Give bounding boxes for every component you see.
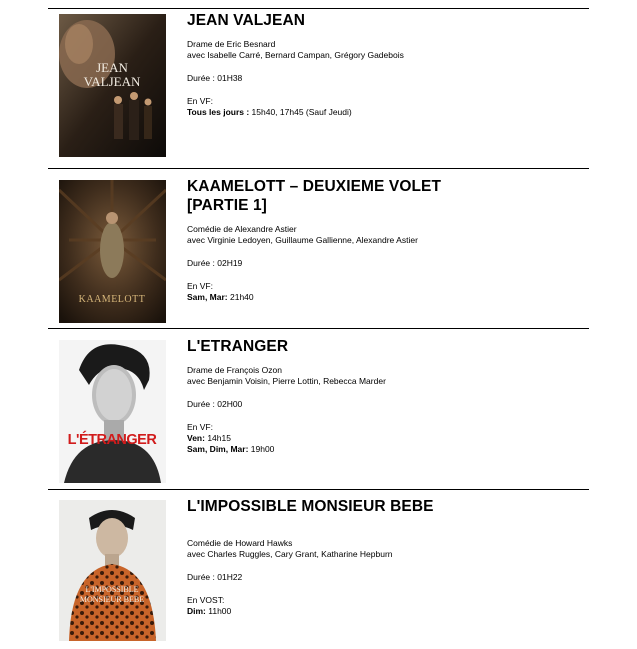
film-duration: Durée : 02H19 [187,258,243,268]
film-showtime [187,606,497,617]
film-poster-kaamelott[interactable] [59,180,166,323]
film-title[interactable]: KAAMELOTT – DEUXIEME VOLET [PARTIE 1] [187,178,442,214]
film-info-l-etranger [187,337,497,455]
showtime-days: Tous les jours : [187,107,250,117]
film-title[interactable]: L'ETRANGER [187,338,289,355]
film-version: En VF: [187,96,213,106]
separator-top [48,8,589,9]
film-cast: avec Isabelle Carré, Bernard Campan, Grégory Gadebois [187,50,404,60]
svg-text:L'ÉTRANGER: L'ÉTRANGER [67,432,157,448]
film-showtime [187,292,497,303]
film-genre-director: Drame de Eric Besnard [187,39,276,49]
svg-text:KAAMELOTT: KAAMELOTT [78,294,146,305]
showtime-times: 14h15 [204,433,231,443]
film-cast: avec Benjamin Voisin, Pierre Lottin, Rebecca Marder [187,376,386,386]
film-poster-jean-valjean[interactable] [59,14,166,157]
film-info-kaamelott [187,177,497,303]
showtime-days: Sam, Dim, Mar: [187,444,249,454]
film-title[interactable]: L'IMPOSSIBLE MONSIEUR BEBE [187,498,434,515]
separator-1 [48,168,589,169]
film-duration: Durée : 01H38 [187,73,243,83]
film-genre-director: Comédie de Howard Hawks [187,538,293,548]
film-info-l-impossible-monsieur-bebe [187,497,497,617]
film-genre-director: Comédie de Alexandre Astier [187,224,297,234]
svg-text:VALJEAN: VALJEAN [83,74,141,89]
film-title[interactable]: JEAN VALJEAN [187,12,306,29]
showtime-times: 15h40, 17h45 (Sauf Jeudi) [249,107,352,117]
film-poster-l-impossible-monsieur-bebe[interactable] [59,500,166,641]
film-showtime [187,107,497,118]
film-showtime [187,444,497,455]
film-showtime [187,433,497,444]
film-genre-director: Drame de François Ozon [187,365,282,375]
showtime-days: Sam, Mar: [187,292,228,302]
separator-2 [48,328,589,329]
showtime-days: Ven: [187,433,205,443]
separator-3 [48,489,589,490]
film-version: En VF: [187,281,213,291]
film-cast: avec Virginie Ledoyen, Guillaume Gallienne, Alexandre Astier [187,235,418,245]
showtime-times: 11h00 [205,606,232,616]
film-version: En VOST: [187,595,225,605]
film-version: En VF: [187,422,213,432]
showtime-times: 19h00 [248,444,275,454]
showtime-times: 21h40 [227,292,254,302]
film-duration: Durée : 01H22 [187,572,243,582]
film-cast: avec Charles Ruggles, Cary Grant, Katharine Hepburn [187,549,393,559]
svg-text:MONSIEUR BEBE: MONSIEUR BEBE [79,595,145,604]
film-duration: Durée : 02H00 [187,399,243,409]
svg-text:L'IMPOSSIBLE: L'IMPOSSIBLE [85,585,139,594]
svg-text:JEAN: JEAN [96,60,128,75]
showtime-days: Dim: [187,606,206,616]
film-info-jean-valjean [187,11,497,118]
film-poster-l-etranger[interactable] [59,340,166,483]
